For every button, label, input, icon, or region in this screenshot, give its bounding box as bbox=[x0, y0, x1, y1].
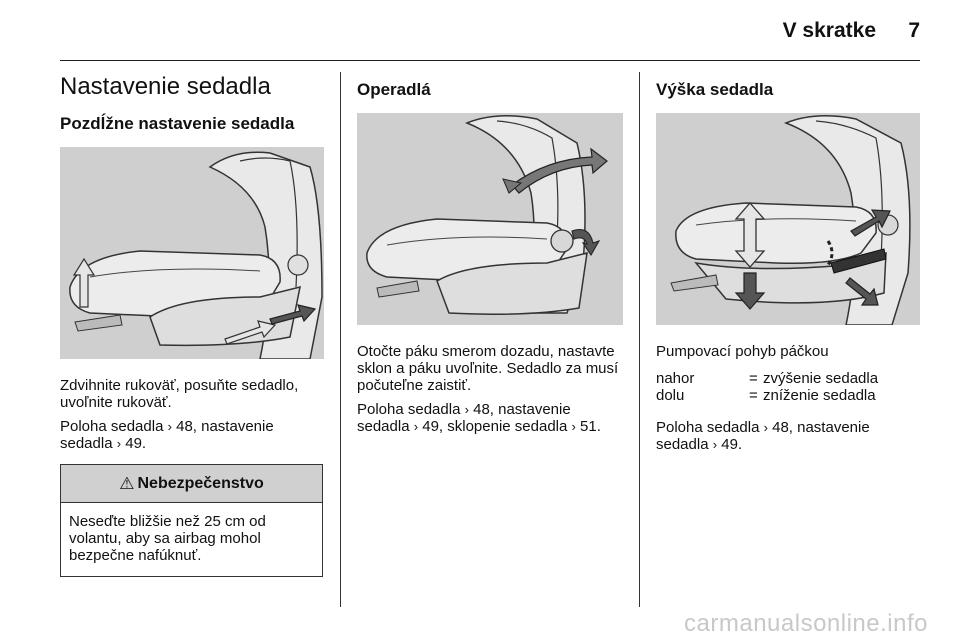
warning-icon: ⚠ bbox=[119, 473, 135, 493]
subsection-title: Pozdĺžne nastavenie sedadla bbox=[60, 114, 295, 133]
column-seat-height bbox=[656, 72, 920, 608]
cross-reference-text: Poloha sedadla › 48, nastavenie sedadla › 49. bbox=[656, 419, 870, 453]
watermark-text: carmanualsonline.info bbox=[684, 610, 928, 637]
column-divider bbox=[340, 72, 341, 607]
definition-equals: = bbox=[749, 370, 758, 387]
section-title: Výška sedadla bbox=[656, 80, 774, 99]
reference-arrow-icon: › bbox=[413, 419, 419, 434]
definition-row bbox=[656, 370, 920, 387]
reference-arrow-icon: › bbox=[712, 437, 718, 452]
seat-illustration bbox=[60, 147, 324, 359]
instruction-text: Pumpovací pohyb páčkou bbox=[656, 343, 829, 360]
reference-arrow-icon: › bbox=[571, 419, 576, 434]
definition-description: zvýšenie sedadla bbox=[763, 370, 879, 387]
column-divider bbox=[639, 72, 640, 607]
definition-term: nahor bbox=[656, 370, 695, 387]
definition-term: dolu bbox=[656, 387, 685, 404]
reference-arrow-icon: › bbox=[763, 420, 768, 435]
warning-header bbox=[61, 465, 322, 503]
instruction-text: Zdvihnite rukoväť, posuňte sedadlo, uvoľnite rukoväť. bbox=[60, 377, 299, 411]
section-title: Nastavenie sedadla bbox=[60, 73, 271, 100]
instruction-text: Otočte páku smerom dozadu, nastavte sklon a páku uvoľnite. Sedadlo za musí počuteľne zaistiť. bbox=[357, 343, 619, 394]
warning-title: Nebezpečenstvo bbox=[137, 474, 264, 492]
reference-arrow-icon: › bbox=[464, 402, 469, 417]
header-rule bbox=[60, 60, 920, 61]
seat-height-illustration bbox=[656, 113, 920, 325]
definition-equals: = bbox=[749, 387, 758, 404]
reference-arrow-icon: › bbox=[167, 419, 172, 434]
backrest-figure bbox=[357, 113, 623, 325]
definition-description: zníženie sedadla bbox=[763, 387, 876, 404]
page-header bbox=[0, 0, 960, 62]
cross-reference-text: Poloha sedadla › 48, nastavenie sedadla › 49. bbox=[60, 418, 274, 452]
backrest-illustration bbox=[357, 113, 623, 325]
reference-arrow-icon: › bbox=[116, 436, 122, 451]
seat-longitudinal-figure bbox=[60, 147, 324, 359]
seat-height-figure bbox=[656, 113, 920, 325]
section-title: Operadlá bbox=[357, 80, 431, 99]
cross-reference-text: Poloha sedadla › 48, nastavenie sedadla › 49, sklopenie sedadla › 51. bbox=[357, 401, 601, 435]
definition-row bbox=[656, 387, 920, 404]
page-number: 7 bbox=[908, 19, 920, 42]
header-title: V skratke bbox=[782, 19, 876, 42]
warning-body: Neseďte bližšie než 25 cm od volantu, aby sa airbag mohol bezpečne nafúknuť. bbox=[69, 513, 266, 564]
column-seat-adjustment bbox=[60, 72, 324, 608]
column-backrest bbox=[357, 72, 623, 608]
definition-list bbox=[656, 370, 920, 404]
warning-box bbox=[60, 464, 323, 577]
